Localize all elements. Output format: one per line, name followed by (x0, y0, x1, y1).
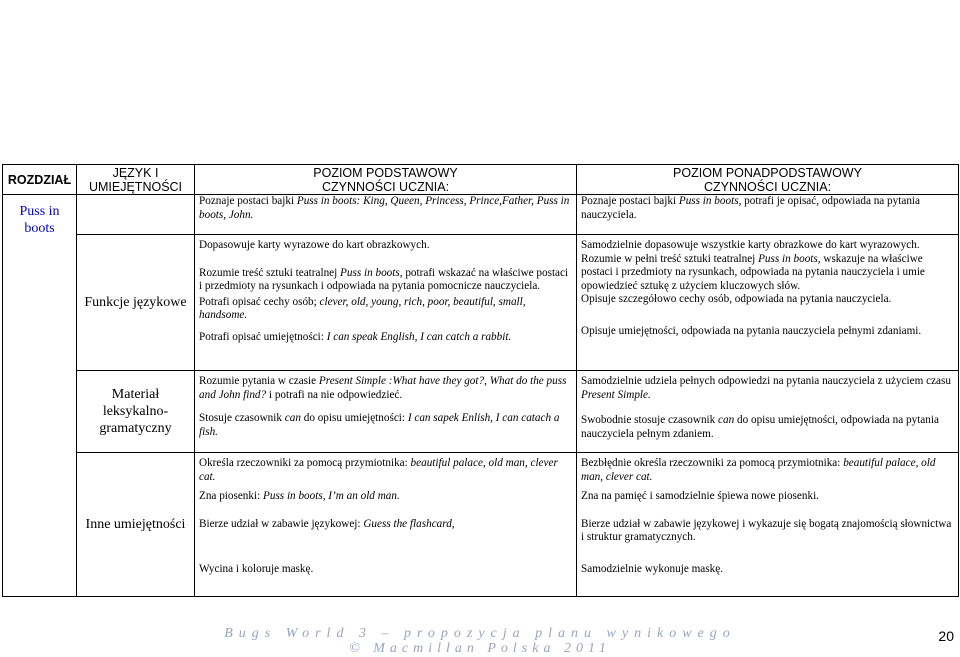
intro-basic-text: Poznaje postaci bajki (199, 195, 297, 207)
inne-advanced-p1-a: Bezbłędnie określa rzeczowniki za pomocą przymiotnika: (581, 457, 844, 469)
material-basic-p2-b: do opisu umiejętności: (300, 412, 408, 424)
header-advanced-line1: POZIOM PONADPODSTAWOWY (673, 165, 862, 180)
material-advanced-p1 (581, 375, 954, 402)
funkcje-basic-p4 (199, 331, 572, 345)
funkcje-basic-p2 (199, 267, 572, 294)
inne-advanced-p1-em: beautiful palace, old man, clever cat. (581, 457, 936, 483)
page-number: 20 (938, 628, 954, 644)
inne-basic-p1 (199, 457, 572, 484)
inne-basic-p3 (199, 518, 572, 532)
funkcje-advanced-p2-a: Rozumie w pełni treść sztuki teatralnej (581, 252, 759, 265)
header-advanced-level (577, 165, 959, 195)
funkcje-basic-cell (195, 235, 577, 371)
intro-advanced-text-b: , potrafi je opisać, odpowiada na pytania nauczyciela. (581, 195, 920, 221)
material-basic-p1-a: Rozumie pytania w czasie (199, 375, 319, 387)
intro-advanced-text-a: Poznaje postaci bajki (581, 195, 679, 207)
intro-row (3, 195, 959, 235)
inne-advanced-cell (577, 453, 959, 597)
inne-basic-p4: Wycina i koloruje maskę. (199, 563, 314, 575)
funkcje-basic-p2-em: Puss in boots, (340, 266, 403, 279)
material-advanced-cell (577, 371, 959, 453)
funkcje-advanced-p2-b: wskazuje na właściwe postaci i przedmioty na rysunkach, odpowiada na pytania nauczyciela i umie opowiedzieć sztukę z użyciem kluczowych słów. (581, 252, 925, 292)
inne-basic-p2-a: Zna piosenki: (199, 490, 264, 502)
header-jezyk: JĘZYK I UMIEJĘTNOŚCI (77, 165, 195, 195)
category-funkcje: Funkcje językowe (77, 235, 195, 371)
material-advanced-p1-em: Present Simple. (581, 388, 651, 401)
funkcje-advanced-p1: Samodzielnie dopasowuje wszystkie karty obrazkowe do kart wyrazowych. (581, 239, 920, 251)
footer-copyright: © Macmillan Polska 2011 (349, 641, 611, 656)
funkcje-basic-p3 (199, 296, 572, 323)
inne-basic-p3-a: Bierze udział w zabawie językowej: (199, 517, 364, 530)
material-basic-cell (195, 371, 577, 453)
inne-row (3, 453, 959, 597)
header-advanced-line2: CZYNNOŚCI UCZNIA: (703, 179, 832, 194)
inne-basic-p1-em: beautiful palace, old man, clever cat. (199, 457, 558, 483)
material-basic-p1 (199, 375, 572, 402)
material-advanced-p1-a: Samodzielnie udziela pełnych odpowiedzi na pytania nauczyciela z użyciem czasu (581, 375, 951, 387)
funkcje-advanced-p2-em: Puss in boots, (758, 252, 821, 265)
funkcje-basic-p1: Dopasowuje karty wyrazowe do kart obrazkowych. (199, 239, 430, 251)
material-basic-p2-a: Stosuje czasownik (199, 412, 285, 424)
lesson-plan-table (2, 164, 959, 597)
inne-basic-p2 (199, 490, 572, 504)
intro-basic-characters: Puss in boots: King, Queen, Princess, Prince,Father, Puss in boots, John. (199, 195, 570, 221)
material-basic-p2-em2: I can sapek Enlish, I can catach a fish. (199, 412, 560, 438)
header-basic-line2: CZYNNOŚCI UCZNIA: (321, 179, 450, 194)
chapter-title: Puss in boots (3, 195, 77, 597)
material-row (3, 371, 959, 453)
inne-advanced-p3: Bierze udział w zabawie językowej i wykazuje się bogatą znajomością słownictwa i struktur gramatycznych. (581, 517, 952, 543)
funkcje-basic-p2-a: Rozumie treść sztuki teatralnej (199, 266, 341, 279)
funkcje-advanced-p2 (581, 253, 954, 294)
header-basic-line1: POZIOM PODSTAWOWY (313, 165, 458, 180)
funkcje-basic-p3-a: Potrafi opisać cechy osób; (199, 295, 320, 308)
intro-basic-cell (195, 195, 577, 235)
intro-advanced-cell (577, 195, 959, 235)
inne-advanced-p4: Samodzielnie wykonuje maskę. (581, 562, 723, 575)
material-advanced-p2-a: Swobodnie stosuje czasownik (581, 414, 719, 426)
header-basic-level (195, 165, 577, 195)
material-advanced-p2-em: can (718, 414, 735, 426)
material-advanced-p2-b: do opisu umiejętności, odpowiada na pytania nauczyciela pełnym zdaniem. (581, 414, 939, 440)
material-basic-p1-em: Present Simple :What have they got?, What do the puss and John find? (199, 375, 567, 401)
funkcje-basic-p4-em: I can speak English, I can catch a rabbit. (326, 330, 512, 343)
header-row (3, 165, 959, 195)
inne-basic-p2-em: Puss in boots, I’m an old man. (263, 490, 400, 502)
category-inne: Inne umiejętności (77, 453, 195, 597)
funkcje-advanced-cell (577, 235, 959, 371)
material-basic-p1-b: i potrafi na nie odpowiedzieć. (266, 388, 403, 401)
material-basic-p2 (199, 412, 572, 439)
funkcje-advanced-p3: Opisuje szczegółowo cechy osób, odpowiada na pytania nauczyciela. (581, 293, 892, 305)
intro-advanced-title: Puss in boots (678, 195, 739, 207)
funkcje-basic-p4-a: Potrafi opisać umiejętności: (199, 330, 327, 343)
inne-basic-p1-a: Określa rzeczowniki za pomocą przymiotnika: (199, 457, 411, 469)
inne-basic-p3-em: Guess the flashcard, (363, 517, 455, 530)
intro-empty-cell (77, 195, 195, 235)
footer-title: Bugs World 3 – propozycja planu wynikowego (224, 626, 736, 641)
inne-advanced-p1 (581, 457, 954, 484)
inne-basic-cell (195, 453, 577, 597)
material-advanced-p2 (581, 414, 954, 441)
funkcje-row (3, 235, 959, 371)
funkcje-basic-p3-em: clever, old, young, rich, poor, beautiful, small, handsome. (199, 295, 526, 321)
funkcje-advanced-p4: Opisuje umiejętności, odpowiada na pytania nauczyciela pełnymi zdaniami. (581, 324, 922, 337)
category-material: Materiał leksykalno-gramatyczny (77, 371, 195, 453)
inne-advanced-p2: Zna na pamięć i samodzielnie śpiewa nowe piosenki. (581, 490, 819, 502)
funkcje-basic-p2-b: potrafi wskazać na właściwe postaci i przedmioty na rysunkach i odpowiada na pytania pomocnicze nauczyciela. (199, 266, 569, 292)
material-basic-p2-em1: can (284, 412, 301, 424)
header-rozdzial: ROZDZIAŁ (3, 165, 77, 195)
